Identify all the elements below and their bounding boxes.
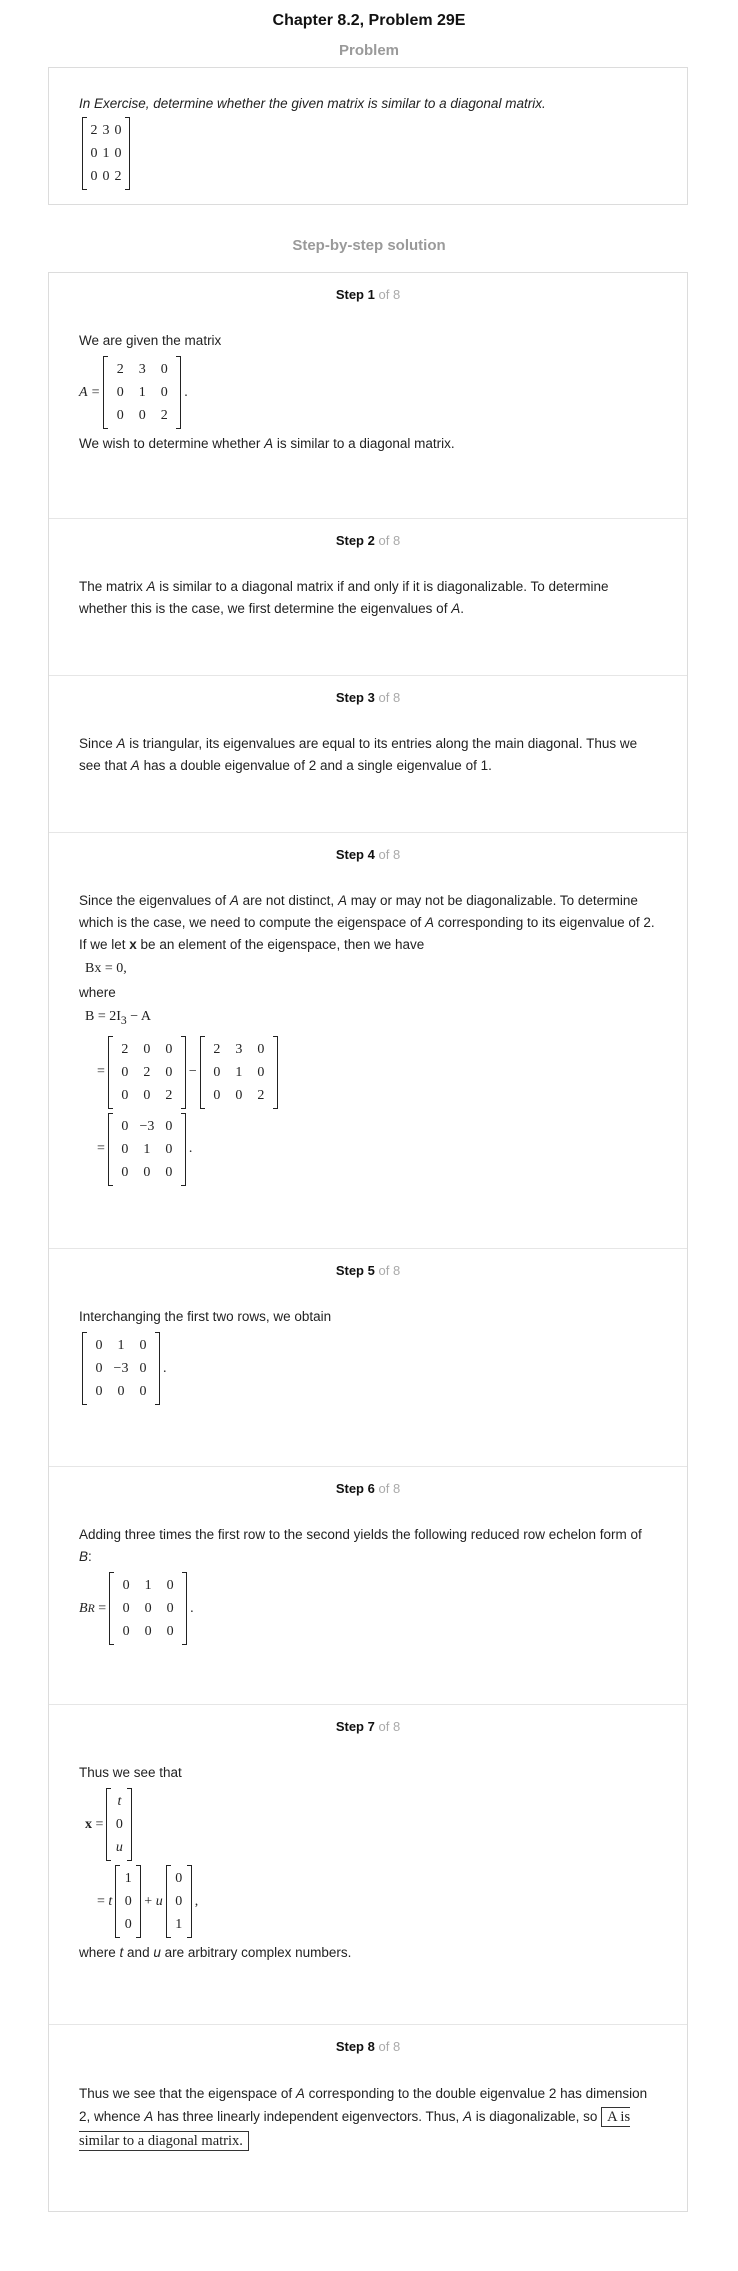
equation-b-def: $B = 2I_3 - A$ <box>85 1009 151 1027</box>
equation-bx: Bx = 0, <box>85 961 127 976</box>
step-4: Step 4 of 8 Since the eigenvalues of A are not distinct, A may or may not be diagonalizable. To determine which is the case, we need to compute the eigenspace of A corresponding to its eigenvalue of 2. If we let x be an element of the eigenspace, then we have Bx = 0, where $B = 2I_3 - A$ = 2 0 0 0 2 0 0 0 2 − 2 3 0 0 1 0 0 0 2 = 0 −3 0 0 1 0 0 0 0 . <box>49 833 687 1249</box>
step-8 <box>49 2025 687 2211</box>
matrix-entry: 0 <box>116 385 124 400</box>
matrix-entry: 0 <box>102 169 110 184</box>
matrix-entry: 0 <box>175 1894 183 1909</box>
matrix-entry: 1 <box>102 146 110 161</box>
step-title: Step 4 of 8 <box>335 847 401 862</box>
matrix-swapped <box>82 1332 160 1405</box>
problem-matrix <box>82 117 130 190</box>
matrix-entry: 0 <box>143 1164 151 1180</box>
step-text: Interchanging the first two rows, we obtain <box>79 1309 332 1324</box>
matrix-entry: 0 <box>90 146 98 161</box>
matrix-entry: 0 <box>166 1624 174 1639</box>
matrix-entry: 2 <box>121 1041 129 1057</box>
matrix-entry: 0 <box>165 1141 173 1157</box>
matrix-entry: 0 <box>121 1141 129 1157</box>
step-text: The matrix A is similar to a diagonal matrix if and only if it is diagonalizable. To determine whether this is the case, we first determine the eigenvalues of A. <box>79 579 609 616</box>
solution-card <box>48 272 688 2212</box>
solution-heading: Step-by-step solution <box>292 237 446 254</box>
matrix-entry: 0 <box>175 1871 183 1886</box>
matrix-entry: 0 <box>165 1064 173 1080</box>
matrix-entry: 3 <box>102 123 110 138</box>
matrix-entry: 0 <box>90 169 98 184</box>
vector-1 <box>115 1865 141 1938</box>
final-answer-box: A is similar to a diagonal matrix. <box>79 2109 631 2149</box>
step-text: We are given the matrix <box>79 333 222 348</box>
matrix-entry: 1 <box>124 1871 132 1886</box>
matrix-entry: 0 <box>160 385 168 400</box>
matrix-br <box>109 1572 187 1645</box>
matrix-entry: 2 <box>143 1064 151 1080</box>
matrix-entry: 2 <box>213 1041 221 1057</box>
step-text: where t and u are arbitrary complex numbers. <box>79 1945 352 1960</box>
step-text: Thus we see that <box>79 1765 182 1780</box>
step-text: Adding three times the first row to the second yields the following reduced row echelon form of B: <box>79 1527 642 1564</box>
matrix-entry: 1 <box>235 1064 243 1080</box>
matrix-entry: 0 <box>143 1087 151 1103</box>
matrix-entry: 2 <box>165 1087 173 1103</box>
matrix-2i <box>108 1036 186 1109</box>
vector-x <box>106 1788 132 1861</box>
matrix-entry: 0 <box>114 123 122 138</box>
step-title: Step 2 of 8 <box>335 533 401 548</box>
matrix-entry: 3 <box>235 1041 243 1057</box>
step-5: Step 5 of 8 Interchanging the first two rows, we obtain 0 1 0 0 −3 0 0 0 0 . <box>49 1249 687 1467</box>
matrix-entry: 2 <box>90 123 98 138</box>
matrix-entry: −3 <box>139 1118 155 1134</box>
matrix-entry: 0 <box>114 146 122 161</box>
matrix-entry: 0 <box>144 1601 152 1616</box>
matrix-entry: 0 <box>121 1087 129 1103</box>
matrix-entry: 0 <box>166 1578 174 1593</box>
matrix-entry: 0 <box>160 362 168 377</box>
matrix-entry: 0 <box>115 1817 123 1832</box>
matrix-entry: 1 <box>117 1338 125 1353</box>
step-title: Step 7 of 8 <box>335 1719 401 1734</box>
matrix-entry: 0 <box>165 1118 173 1134</box>
matrix-entry: 2 <box>160 408 168 423</box>
matrix-entry: 0 <box>121 1064 129 1080</box>
matrix-entry: 0 <box>166 1601 174 1616</box>
matrix-entry: t <box>117 1794 122 1809</box>
step-2 <box>49 519 687 676</box>
matrix-entry: 1 <box>144 1578 152 1593</box>
problem-text: In Exercise, determine whether the given matrix is similar to a diagonal matrix. <box>79 96 546 111</box>
step-title: Step 1 of 8 <box>335 287 401 302</box>
matrix-entry: 0 <box>122 1578 130 1593</box>
matrix-entry: 0 <box>95 1361 103 1376</box>
matrix-entry: 0 <box>139 1338 147 1353</box>
step-7: Step 7 of 8 Thus we see that x = t 0 u = t 1 0 0 + u 0 0 1 , where t and u are arbitrary complex numbers. <box>49 1705 687 2025</box>
matrix-entry: 0 <box>122 1624 130 1639</box>
matrix-entry: 3 <box>138 362 146 377</box>
matrix-entry: 2 <box>257 1087 265 1103</box>
matrix-entry: 1 <box>138 385 146 400</box>
matrix-entry: 0 <box>121 1164 129 1180</box>
matrix-entry: 0 <box>122 1601 130 1616</box>
matrix-entry: −3 <box>113 1361 129 1376</box>
matrix-entry: 0 <box>95 1384 103 1399</box>
matrix-entry: 0 <box>121 1118 129 1134</box>
matrix-b <box>108 1113 186 1186</box>
matrix-entry: 0 <box>95 1338 103 1353</box>
matrix-entry: 0 <box>138 408 146 423</box>
step-title: Step 5 of 8 <box>335 1263 401 1278</box>
matrix-entry: 0 <box>257 1041 265 1057</box>
problem-card <box>48 67 688 205</box>
matrix-entry: 0 <box>257 1064 265 1080</box>
step-title: Step 3 of 8 <box>335 690 401 705</box>
step-1: Step 1 of 8 We are given the matrix A = 2 3 0 0 1 0 0 0 2 . We wish to determine whether A is similar to a diagonal matrix. <box>49 273 687 519</box>
matrix-entry: 0 <box>124 1917 132 1932</box>
step-title: Step 6 of 8 <box>335 1481 401 1496</box>
matrix-entry: 0 <box>117 1384 125 1399</box>
matrix-a <box>103 356 181 429</box>
step-text: where <box>79 985 116 1000</box>
matrix-entry: 0 <box>139 1361 147 1376</box>
matrix-entry: 0 <box>213 1087 221 1103</box>
matrix-entry: 2 <box>114 169 122 184</box>
matrix-entry: 0 <box>165 1164 173 1180</box>
matrix-entry: 2 <box>116 362 124 377</box>
matrix-entry: u <box>115 1840 123 1855</box>
matrix-entry: 1 <box>143 1141 151 1157</box>
step-6: Step 6 of 8 Adding three times the first row to the second yields the following reduced row echelon form of B: B R = 0 1 0 0 0 0 0 0 0 . <box>49 1467 687 1705</box>
matrix-entry: 0 <box>139 1384 147 1399</box>
page-title: Chapter 8.2, Problem 29E <box>272 12 466 29</box>
matrix-entry: 0 <box>165 1041 173 1057</box>
step-text: Since A is triangular, its eigenvalues are equal to its entries along the main diagonal. Thus we see that A has a double eigenvalue of 2 and a single eigenvalue of 1. <box>79 736 638 773</box>
matrix-entry: 1 <box>175 1917 183 1932</box>
matrix-entry: 0 <box>124 1894 132 1909</box>
step-text: We wish to determine whether A is similar to a diagonal matrix. <box>79 436 455 451</box>
step-3 <box>49 676 687 833</box>
matrix-entry: 0 <box>143 1041 151 1057</box>
vector-2 <box>166 1865 192 1938</box>
matrix-entry: 0 <box>116 408 124 423</box>
matrix-entry: 0 <box>144 1624 152 1639</box>
matrix-entry: 0 <box>235 1087 243 1103</box>
matrix-a <box>200 1036 278 1109</box>
step-title: Step 8 of 8 <box>335 2039 401 2054</box>
step-text: Since the eigenvalues of A are not distinct, A may or may not be diagonalizable. To determine which is the case, we need to compute the eigenspace of A corresponding to its eigenvalue of 2. If we let x be an element of the eigenspace, then we have <box>79 893 655 952</box>
problem-heading: Problem <box>338 42 399 59</box>
step-text: Thus we see that the eigenspace of A corresponding to the double eigenvalue 2 has dimension 2, whence A has three linearly independent eigenvectors. Thus, A is diagonalizable, so A is similar to a diagonal matrix. <box>79 2086 648 2149</box>
matrix-entry: 0 <box>213 1064 221 1080</box>
